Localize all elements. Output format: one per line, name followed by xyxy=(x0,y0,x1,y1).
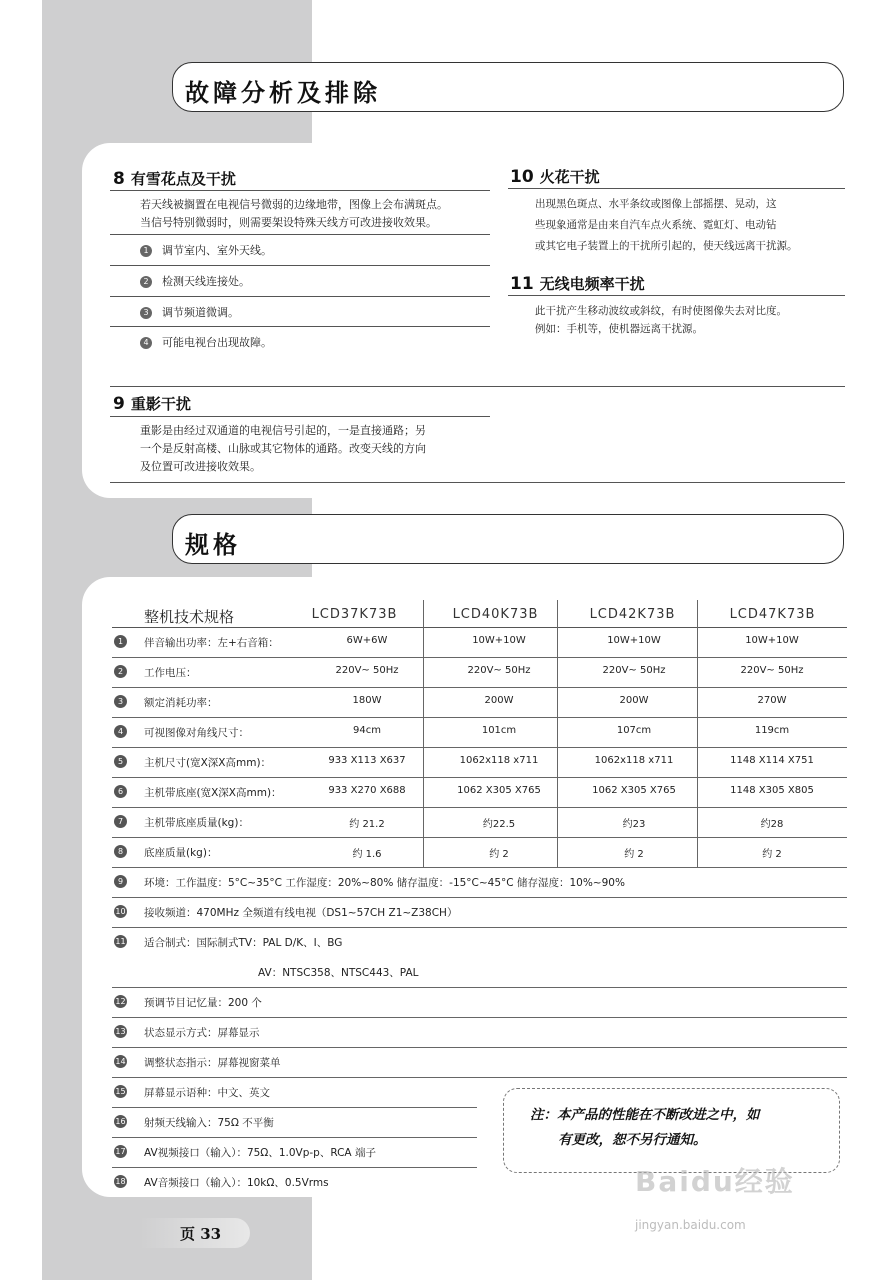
page-number: 页 33 xyxy=(180,1225,222,1243)
step-2: 2 检测天线连接处。 xyxy=(140,273,250,289)
notice-text: 注：本产品的性能在不断改进之中，如 有更改，恕不另行通知。 xyxy=(530,1107,760,1148)
divider xyxy=(110,296,490,297)
spec-row: 6 主机带底座(宽X深X高mm)： 933 X270 X688 1062 X305 X765 1062 X305 X765 1148 X305 X805 xyxy=(112,777,847,808)
model-header: LCD40K73B xyxy=(452,607,539,622)
specs-header-title: 规格 xyxy=(185,530,241,559)
number-17-icon: 17 xyxy=(115,1147,126,1156)
step-4: 4 可能电视台出现故障。 xyxy=(140,334,272,350)
divider xyxy=(110,326,490,327)
spec-wide-row: 14 调整状态指示：屏幕视窗菜单 xyxy=(112,1047,847,1078)
page-number-tab xyxy=(140,1218,250,1248)
model-header: LCD47K73B xyxy=(729,607,816,622)
number-16-icon: 16 xyxy=(115,1117,126,1126)
divider xyxy=(110,482,845,483)
spec-row: 3 额定消耗功率： 180W 200W 200W 270W xyxy=(112,687,847,718)
number-13-icon: 13 xyxy=(115,1027,126,1036)
number-3-icon: 3 xyxy=(114,695,127,708)
divider xyxy=(110,386,845,387)
number-2-icon: 2 xyxy=(140,276,152,288)
section-9-title: 9 重影干扰 xyxy=(113,394,191,414)
spec-wide-row: 10 接收频道：470MHz 全频道有线电视（DS1~57CH Z1~Z38CH） xyxy=(112,897,847,928)
divider xyxy=(110,265,490,266)
baidu-logo: Baidu经验 xyxy=(635,1165,795,1198)
spec-row: 1 伴音输出功率：左+右音箱： 6W+6W 10W+10W 10W+10W 10W+10W xyxy=(112,627,847,658)
number-3-icon: 3 xyxy=(140,307,152,319)
number-2-icon: 2 xyxy=(114,665,127,678)
model-header: LCD42K73B xyxy=(589,607,676,622)
step-1: 1 调节室内、室外天线。 xyxy=(140,242,272,258)
number-12-icon: 12 xyxy=(115,997,126,1006)
number-1-icon: 1 xyxy=(140,245,152,257)
baidu-watermark xyxy=(625,1150,845,1250)
specs-table-title: 整机技术规格 xyxy=(144,608,235,626)
number-4-icon: 4 xyxy=(140,337,152,349)
spec-wide-row: 16 射频天线输入：75Ω 不平衡 xyxy=(112,1107,477,1138)
section-10-text: 出现黑色斑点、水平条纹或图像上部摇摆、晃动，这 些现象通常是由来自汽车点火系统、霓虹灯、电动钻 或其它电子装置上的干扰所引起的，使天线远离干扰源。 xyxy=(535,198,798,252)
section-10-title: 10 火花干扰 xyxy=(510,167,600,187)
section-11-title: 11 无线电频率干扰 xyxy=(510,274,645,294)
spec-row: 2 工作电压： 220V~ 50Hz 220V~ 50Hz 220V~ 50Hz 220V~ 50Hz xyxy=(112,657,847,688)
section-8-title: 8 有雪花点及干扰 xyxy=(113,169,236,189)
divider xyxy=(110,234,490,235)
spec-wide-row: 15 屏幕显示语种：中文、英文 xyxy=(112,1077,477,1108)
number-4-icon: 4 xyxy=(114,725,127,738)
spec-wide-row: 9 环境：工作温度：5°C~35°C 工作湿度：20%~80% 储存温度：-15°C~45°C 储存湿度：10%~90% xyxy=(112,867,847,898)
number-7-icon: 7 xyxy=(114,815,127,828)
divider xyxy=(508,295,845,296)
spec-row: 4 可视图像对角线尺寸： 94cm 101cm 107cm 119cm xyxy=(112,717,847,748)
step-3: 3 调节频道微调。 xyxy=(140,304,239,320)
number-15-icon: 15 xyxy=(115,1087,126,1096)
spec-wide-row: 18 AV音频接口（输入）：10kΩ、0.5Vrms xyxy=(115,1177,329,1189)
number-1-icon: 1 xyxy=(114,635,127,648)
number-8-icon: 8 xyxy=(114,845,127,858)
specs-header xyxy=(172,514,844,564)
number-14-icon: 14 xyxy=(115,1057,126,1066)
divider xyxy=(110,190,490,191)
spec-row: 5 主机尺寸(宽X深X高mm)： 933 X113 X637 1062x118 x711 1062x118 x711 1148 X114 X751 xyxy=(112,747,847,778)
spec-wide-row: 11 适合制式：国际制式TV：PAL D/K、I、BG xyxy=(115,937,343,949)
number-11-icon: 11 xyxy=(115,937,126,946)
section-9-text: 重影是由经过双通道的电视信号引起的，一是直接通路；另 一个是反射高楼、山脉或其它物体的通路。改变天线的方向 及位置可改进接收效果。 xyxy=(140,424,426,473)
spec-wide-row: 13 状态显示方式：屏幕显示 xyxy=(112,1017,847,1048)
section-11-text: 此干扰产生移动波纹或斜纹，有时使图像失去对比度。 例如：手机等，使机器远离干扰源。 xyxy=(535,305,787,335)
number-10-icon: 10 xyxy=(115,907,126,916)
spec-wide-row: 12 预调节目记忆量：200 个 xyxy=(112,987,847,1018)
spec-row: 8 底座质量(kg)： 约 1.6 约 2 约 2 约 2 xyxy=(112,837,847,868)
spec-wide-row: 17 AV视频接口（输入）：75Ω、1.0Vp-p、RCA 端子 xyxy=(112,1137,477,1168)
divider xyxy=(508,188,845,189)
number-5-icon: 5 xyxy=(114,755,127,768)
divider xyxy=(110,416,490,417)
number-9-icon: 9 xyxy=(114,875,127,888)
spec-row: 7 主机带底座质量(kg)： 约 21.2 约22.5 约23 约28 xyxy=(112,807,847,838)
watermark-url: jingyan.baidu.com xyxy=(635,1218,746,1232)
troubleshooting-title: 故障分析及排除 xyxy=(185,78,381,107)
number-18-icon: 18 xyxy=(115,1177,126,1186)
troubleshooting-header xyxy=(172,62,844,112)
model-header: LCD37K73B xyxy=(311,607,398,622)
section-8-text: 若天线被搁置在电视信号微弱的边缘地带，图像上会布满斑点。 当信号特别微弱时，则需要架设特殊天线方可改进接收效果。 xyxy=(140,198,448,229)
spec-wide-row: AV：NTSC358、NTSC443、PAL xyxy=(112,957,847,988)
number-6-icon: 6 xyxy=(114,785,127,798)
